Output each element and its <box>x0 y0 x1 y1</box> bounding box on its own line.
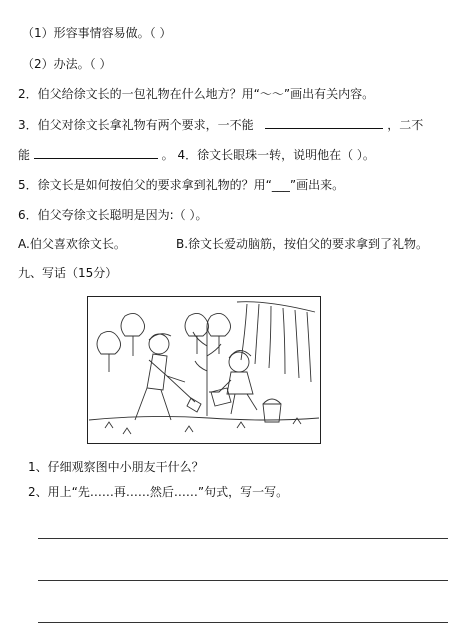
children-planting-tree-illustration <box>87 296 321 444</box>
answer-blank[interactable] <box>34 146 158 159</box>
option-a: A.伯父喜欢徐文长。 <box>18 237 126 251</box>
section-title: 九、写话（15分） <box>18 266 118 280</box>
question-5: 5．徐文长是如何按伯父的要求拿到礼物的？用“___”画出来。 <box>18 178 345 192</box>
question-3-text: 3．伯父对徐文长拿礼物有两个要求，一不能 <box>18 118 254 132</box>
option-b: B.徐文长爱动脑筋，按伯父的要求拿到了礼物。 <box>176 237 429 251</box>
writing-line-2[interactable] <box>38 580 448 581</box>
writing-prompt-2: 2、用上“先……再……然后……”句式，写一写。 <box>28 485 289 499</box>
answer-blank[interactable] <box>265 116 383 129</box>
writing-line-3[interactable] <box>38 622 448 623</box>
question-3-line-1 <box>18 116 423 134</box>
question-6: 6．伯父夸徐文长聪明是因为:（ ）。 <box>18 208 208 222</box>
question-4-text: 。 4．徐文长眼珠一转，说明他在（ ）。 <box>161 148 375 162</box>
writing-prompt-1: 1、仔细观察图中小朋友干什么？ <box>28 460 204 474</box>
question-3-line-2 <box>18 146 375 164</box>
question-2: 2．伯父给徐文长的一包礼物在什么地方？用“～～”画出有关内容。 <box>18 87 375 101</box>
question-1-part-2: （2）办法。（ ） <box>22 57 112 71</box>
question-3-text-cont: 能 <box>18 148 31 162</box>
question-3-text-tail: ，二不 <box>387 118 424 132</box>
question-1-part-1: （1）形容事情容易做。（ ） <box>22 26 172 40</box>
writing-line-1[interactable] <box>38 538 448 539</box>
